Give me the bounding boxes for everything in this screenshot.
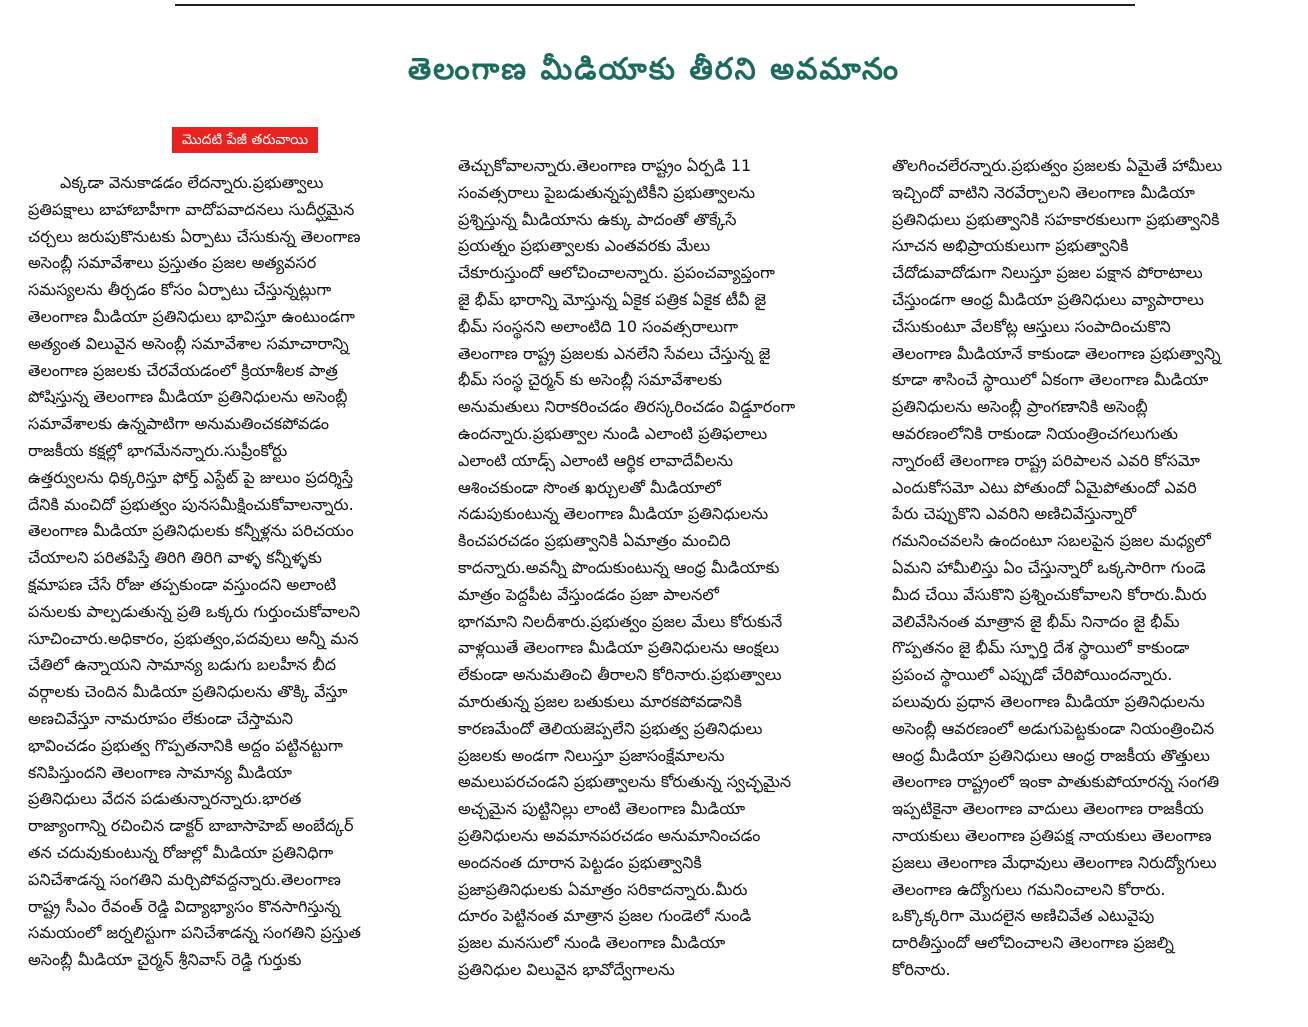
- article-line: ఉత్తర్వులను ధిక్కరిస్తూ ఫోర్త్ ఎస్టేట్ పై జులుం ప్రదర్శిస్తే: [28, 467, 354, 487]
- article-line: ప్రతినిధులు వేదన పడుతున్నారన్నారు.భారత: [28, 789, 302, 809]
- article-column-1: [28, 170, 438, 974]
- article-line: సంవత్సరాలు పైబడుతున్నప్పటికీని ప్రభుత్వాలను: [458, 182, 756, 202]
- article-line: సమావేశాలకు ఉన్నపాటిగా అనుమతించకపోవడం: [28, 414, 330, 434]
- article-line: ఎక్కడా వెనుకాడడం లేదన్నారు.ప్రభుత్వాలు: [60, 173, 324, 192]
- article-line: తెలంగాణ ఉద్యోగులు గమనించాలని కోరారు.: [892, 879, 1166, 899]
- article-line: దేనికి మంచిదో ప్రభుత్వం పునసమీక్షించుకోవాలన్నారు.: [28, 494, 354, 514]
- article-line: అత్యంత విలువైన అసెంబ్లీ సమావేశాల సమాచారాన్ని: [28, 333, 349, 353]
- article-line: సూచించారు.అధికారం, ప్రభుత్వం,పదవులు అన్నీ మన: [28, 628, 359, 648]
- article-line: గొప్పతనం జై భీమ్ స్ఫూర్తి దేశ స్థాయిలో కాకుండా: [892, 638, 1190, 658]
- article-line: అసెంబ్లీ సమావేశాలు ప్రస్తుతం ప్రజల అత్యవసర: [28, 253, 317, 273]
- article-line: భాగమాని నిలదీశారు.ప్రభుత్వం ప్రజల మేలు కోరుకునే: [458, 611, 783, 631]
- article-line: పలువురు ప్రధాన తెలంగాణ మీడియా ప్రతినిధులను: [892, 691, 1205, 711]
- article-line: పేరు చెప్పుకొని ఎవరిని అణిచివేస్తున్నారో: [892, 504, 1137, 524]
- article-line: చేసుకుంటూ వేలకోట్ల ఆస్తులు సంపాదించుకొని: [892, 316, 1171, 336]
- headline: తెలంగాణ మీడియాకు తీరని అవమానం: [407, 52, 901, 87]
- article-line: అసెంబ్లీ ఆవరణంలో అడుగుపెట్టకుండా నియంత్రించిన: [892, 718, 1215, 738]
- article-line: గమనించవలసి ఉందంటూ సబలపైన ప్రజల మధ్యలో: [892, 531, 1211, 551]
- article-line: భీమ్ సంస్థ చైర్మన్ కు అసెంబ్లీ సమావేశాలకు: [458, 370, 723, 390]
- article-column-2: [458, 153, 876, 984]
- article-line: మాత్రం పెద్దపీట వేస్తుండడం ప్రజా పాలనలో: [458, 584, 719, 604]
- article-line: న్నారంటే తెలంగాణ రాష్ట్ర పరిపాలన ఎవరి కోసమో: [892, 450, 1200, 470]
- article-line: తెచ్చుకోవాలన్నారు.తెలంగాణ రాష్ట్రం ఏర్పడి 11: [458, 156, 752, 175]
- article-line: ఎందుకోసమో ఎటు పోతుందో ఏమైపోతుందో ఎవరి: [892, 477, 1197, 497]
- article-line: ప్రతినిధుల విలువైన భావోద్వేగాలను: [458, 959, 675, 979]
- article-line: చర్చలు జరుపుకొనుటకు ఏర్పాటు చేసుకున్న తెలంగాణ: [28, 226, 361, 246]
- article-line: రాజ్యాంగాన్ని రచించిన డాక్టర్ బాబాసాహెబ్ అంబేద్కర్: [28, 816, 354, 836]
- article-line: ఆవరణంలోనికి రాకుండా నియంత్రించగలుగుతు: [892, 423, 1178, 443]
- article-line: ఒక్కొక్కరిగా మొదలైన అణిచివేత ఎటువైపు: [892, 906, 1155, 926]
- article-line: నాయకులు తెలంగాణ ప్రతిపక్ష నాయకులు తెలంగాణ: [892, 825, 1212, 845]
- article-line: వెలివేసినంత మాత్రాన జై భీమ్ నినాదం జై భీమ్: [892, 611, 1180, 631]
- article-line: రాజకీయ కక్షల్లో భాగమేనన్నారు.సుప్రీంకోర్టు: [28, 440, 288, 460]
- article-line: ప్రపంచ స్థాయిలో ఎప్పుడో చేరిపోయిందన్నారు.: [892, 665, 1173, 685]
- article-line: ఎలాంటి యాడ్స్ ఎలాంటి ఆర్థిక లావాదేవీలను: [458, 450, 734, 470]
- article-line: కారణమేందో తెలియజెప్పలేని ప్రభుత్వ ప్రతినిధులు: [458, 718, 763, 738]
- article-line: క్షమాపణ చేసే రోజు తప్పకుండా వస్తుందని అలాంటి: [28, 574, 337, 594]
- article-line: ప్రజాప్రతినిధులకు ఏమాత్రం సరికాదన్నారు.మీరు: [458, 879, 748, 899]
- article-line: ప్రజలకు అండగా నిలుస్తూ ప్రజాసంక్షేమాలను: [458, 745, 725, 765]
- article-line: భావించడం ప్రభుత్వ గొప్పతనానికి అద్దం పట్టినట్టుగా: [28, 735, 343, 755]
- article-line: జై భీమ్ భారాన్ని మోస్తున్న ఏకైక పత్రిక ఏకైక టీవీ జై: [458, 289, 767, 309]
- article-line: అనుమతులు నిరాకరించడం తిరస్కరించడం విడ్డూరంగా: [458, 397, 796, 417]
- article-line: తెలంగాణ మీడియా ప్రతినిధులకు కన్నీళ్లను పరిచయం: [28, 521, 354, 541]
- article-line: కోరినారు.: [892, 959, 951, 979]
- article-line: రాష్ట్ర సీఎం రేవంత్ రెడ్డి విద్యాభ్యాసం కొనసాగిస్తున్న: [28, 896, 341, 916]
- article-line: తెలంగాణ మీడియానే కాకుండా తెలంగాణ ప్రభుత్వాన్ని: [892, 343, 1221, 363]
- article-line: దారితీస్తుందో ఆలోచించాలని తెలంగాణ ప్రజల్ని: [892, 933, 1174, 953]
- article-line: కించపరచడం ప్రభుత్వానికి ఏమాత్రం మంచిది: [458, 531, 731, 551]
- article-line: అమలుపరచండని ప్రభుత్వాలను కోరుతున్న స్వచ్ఛమైన: [458, 772, 792, 792]
- article-line: ప్రతినిధులను అసెంబ్లీ ప్రాంగణానికి అసెంబ్లీ: [892, 397, 1148, 417]
- article-line: సమయంలో జర్నలిస్టుగా పనిచేశాడన్న సంగతిని ప్రస్తుత: [28, 923, 362, 943]
- article-line: ఏమని హామీలిస్తు ఏం చేస్తున్నారో ఒక్కసారిగా గుండె: [892, 557, 1206, 577]
- article-line: పనులకు పాల్పడుతున్న ప్రతి ఒక్కరు గుర్తుంచుకోవాలని: [28, 601, 361, 621]
- article-line: ఆంధ్ర మీడియా ప్రతినిధులు ఆంధ్ర రాజకీయ తొత్తులు: [892, 745, 1210, 765]
- top-rule: [175, 4, 1135, 6]
- article-line: చేయాలని పరితపిస్తే తిరిగి తిరిగి వాళ్ళ కన్నీళ్ళకు: [28, 548, 322, 568]
- article-line: కూడా శాసించే స్థాయిలో ఏకంగా తెలంగాణ మీడియా: [892, 370, 1209, 390]
- article-line: చేకూరుస్తుందో ఆలోచించాలన్నారు. ప్రపంచవ్యాప్తంగా: [458, 263, 775, 283]
- article-line: చేదోడువాదోడుగా నిలుస్తూ ప్రజల పక్షాన పోరాటాలు: [892, 263, 1203, 283]
- article-line: ప్రతిపక్షాలు బాహాబాహీగా వాదోపవాదనలు సుదీర్ఘమైన: [28, 199, 355, 219]
- article-line: ప్రజల మనసులో నుండి తెలంగాణ మీడియా: [458, 933, 726, 953]
- article-line: తన చదువుకుంటున్న రోజుల్లో మీడియా ప్రతినిధిగా: [28, 842, 334, 862]
- article-line: వాళ్లయితే తెలంగాణ మీడియా ప్రతినిధులను ఆంక్షలు: [458, 638, 780, 658]
- article-line: తెలంగాణ రాష్ట్ర ప్రజలకు ఎనలేని సేవలు చేస్తున్న జై: [458, 343, 771, 363]
- continued-from-front-page-tag: మొదటి పేజీ తరువాయి: [172, 127, 318, 153]
- article-line: పోషిస్తున్న తెలంగాణ మీడియా ప్రతినిధులను అసెంబ్లీ: [28, 387, 348, 407]
- article-column-3: [892, 153, 1300, 984]
- article-line: ఉందన్నారు.ప్రభుత్వాల నుండి ఎలాంటి ప్రతిఫలాలు: [458, 423, 768, 443]
- article-line: భీమ్ సంస్థనని అలాంటిది 10 సంవత్సరాలుగా: [458, 316, 739, 336]
- article-line: సూచన అభిప్రాయకులుగా ప్రభుత్వానికి: [892, 236, 1129, 256]
- article-line: నడుపుకుంటున్న తెలంగాణ మీడియా ప్రతినిధులను: [458, 504, 769, 524]
- article-line: అందనంత దూరాన పెట్టడం ప్రభుత్వానికి: [458, 852, 702, 872]
- article-line: తెలంగాణ మీడియా ప్రతినిధులు భావిస్తూ ఉంటుండగా: [28, 306, 355, 326]
- article-line: ప్రతినిధులను అవమానపరచడం అనుమానించడం: [458, 825, 761, 845]
- article-line: చేతిలో ఉన్నాయని సామాన్య బడుగు బలహీన బీద: [28, 655, 337, 675]
- article-line: మారుతున్న ప్రజల బతుకులు మారకపోవడానికి: [458, 691, 742, 711]
- article-line: ప్రయత్నం ప్రభుత్వాలకు ఎంతవరకు మేలు: [458, 236, 711, 256]
- article-line: మీద చేయి వేసుకొని ప్రశ్నించుకోవాలని కోరారు.మీరు: [892, 584, 1207, 604]
- article-line: ఆశించకుండా సొంత ఖర్చులతో మీడియాలో: [458, 477, 721, 497]
- article-line: ప్రతినిధులు ప్రభుత్వానికి సహకారకులుగా ప్రభుత్వానికి: [892, 209, 1220, 229]
- article-line: లేకుండా అనుమతించి తీరాలని కోరినారు.ప్రభుత్వాలు: [458, 665, 782, 685]
- article-line: కాదన్నారు.అవన్నీ పొందుకుంటున్న ఆంధ్ర మీడియాకు: [458, 557, 780, 577]
- article-line: అచ్చమైన పుట్టినిల్లు లాంటి తెలంగాణ మీడియా: [458, 799, 746, 819]
- article-line: అణచివేస్తూ నామరూపం లేకుండా చేస్తామని: [28, 708, 294, 728]
- article-line: ఇప్పటికైనా తెలంగాణ వాదులు తెలంగాణ రాజకీయ: [892, 799, 1204, 819]
- article-line: తొలగించలేరన్నారు.ప్రభుత్వం ప్రజలకు ఏమైతే హామీలు: [892, 156, 1223, 175]
- article-line: పనిచేశాడన్న సంగతిని మర్చిపోవద్దన్నారు.తెలంగాణ: [28, 869, 341, 889]
- article-line: తెలంగాణ రాష్ట్రంలో ఇంకా పాతుకుపోయారన్న సంగతి: [892, 772, 1220, 792]
- article-line: ఇచ్చిందో వాటిని నెరవేర్చాలని తెలంగాణ మీడియా: [892, 182, 1195, 202]
- article-line: దూరం పెట్టినంత మాత్రాన ప్రజల గుండెలో నుండి: [458, 906, 752, 926]
- article-line: వర్గాలకు చెందిన మీడియా ప్రతినిధులను తొక్కి వేస్తూ: [28, 682, 348, 702]
- article-line: తెలంగాణ ప్రజలకు చేరవేయడంలో క్రియాశీలక పాత్ర: [28, 360, 338, 380]
- article-line: ప్రశ్నిస్తున్న మీడియాను ఉక్కు పాదంతో తొక్కేసే: [458, 209, 737, 229]
- article-line: కనిపిస్తుందని తెలంగాణ సామాన్య మీడియా: [28, 762, 292, 782]
- article-line: సమస్యలను తీర్చడం కోసం ఏర్పాటు చేస్తున్నట్లుగా: [28, 280, 332, 300]
- article-line: అసెంబ్లీ మీడియా చైర్మన్ శ్రీనివాస్ రెడ్డి గుర్తుకు: [28, 950, 302, 970]
- article-line: చేస్తుండగా ఆంధ్ర మీడియా ప్రతినిధులు వ్యాపారాలు: [892, 289, 1204, 309]
- article-line: ప్రజలు తెలంగాణ మేధావులు తెలంగాణ నిరుద్యోగులు: [892, 852, 1217, 872]
